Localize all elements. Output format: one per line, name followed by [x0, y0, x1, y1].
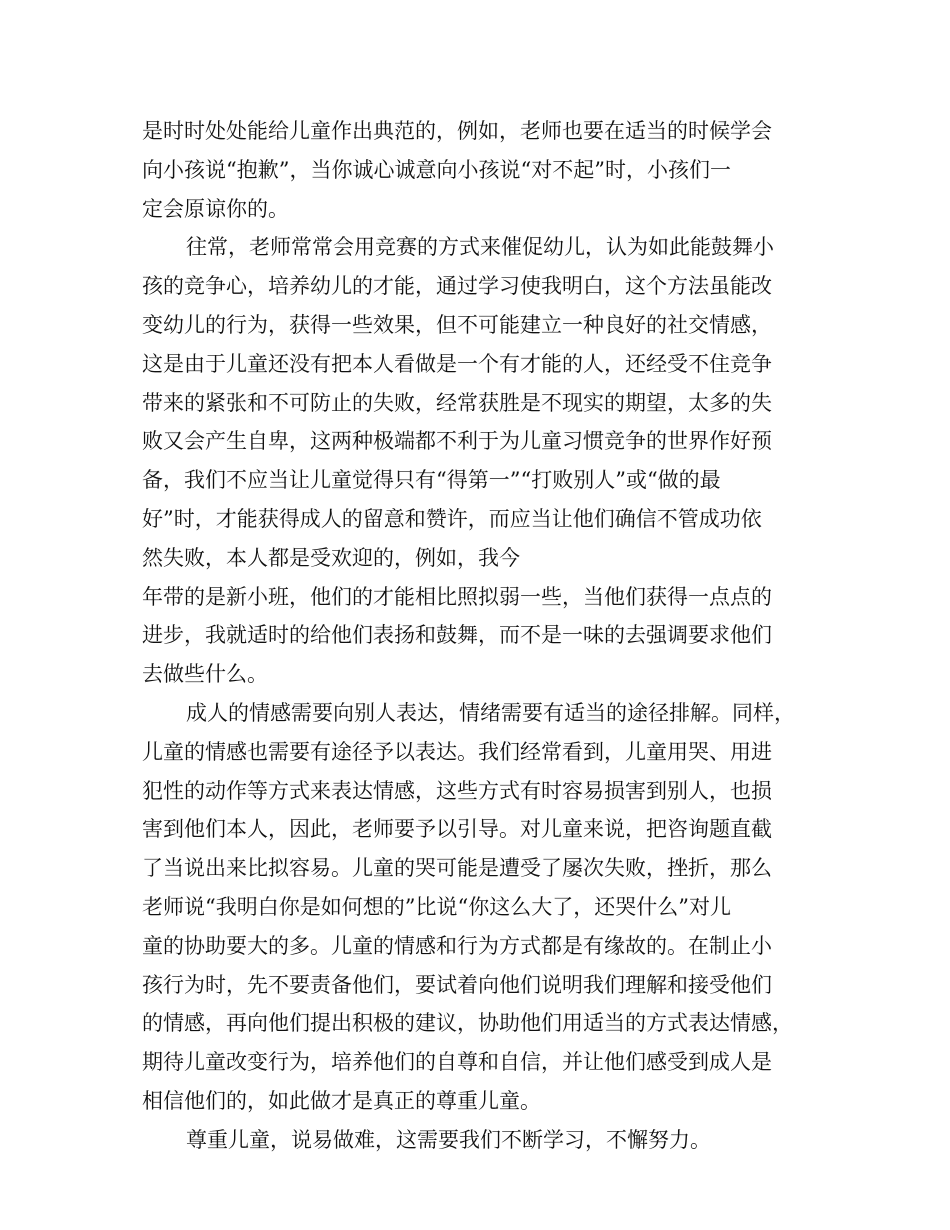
text-line: 定会原谅你的。: [142, 196, 289, 221]
text-line: 带来的紧张和不可防止的失败，经常获胜是不现实的期望，太多的失: [142, 390, 772, 415]
text-line: 去做些什么。: [142, 662, 268, 687]
text-line: 进步，我就适时的给他们表扬和鼓舞，而不是一味的去强调要求他们: [142, 623, 772, 648]
paragraph-first-line: 往常，老师常常会用竞赛的方式来催促幼儿，认为如此能鼓舞小: [186, 235, 774, 260]
text-line: 期待儿童改变行为，培养他们的自尊和自信，并让他们感受到成人是: [142, 1050, 772, 1075]
text-line: 害到他们本人，因此，老师要予以引导。对儿童来说，把咨询题直截: [142, 817, 772, 842]
text-line: 的情感，再向他们提出积极的建议，协助他们用适当的方式表达情感，: [142, 1011, 793, 1036]
text-line: 好”时，才能获得成人的留意和赞许，而应当让他们确信不管成功依: [142, 506, 762, 531]
paragraph-first-line: 尊重儿童，说易做难，这需要我们不断学习，不懈努力。: [186, 1127, 711, 1152]
text-line: 变幼儿的行为，获得一些效果，但不可能建立一种良好的社交情感，: [142, 312, 772, 337]
text-line: 年带的是新小班，他们的才能相比照拟弱一些，当他们获得一点点的: [142, 584, 772, 609]
paragraph-first-line: 成人的情感需要向别人表达，情绪需要有适当的途径排解。同样，: [186, 700, 795, 725]
text-line: 是时时处处能给儿童作出典范的，例如，老师也要在适当的时候学会: [142, 119, 772, 143]
text-line: 老师说“我明白你是如何想的”比说“你这么大了，还哭什么”对儿: [142, 894, 731, 919]
text-line: 犯性的动作等方式来表达情感，这些方式有时容易损害到别人，也损: [142, 778, 772, 803]
text-line: 备，我们不应当让儿童觉得只有“得第一”“打败别人”或“做的最: [142, 468, 721, 493]
text-line: 孩行为时，先不要责备他们，要试着向他们说明我们理解和接受他们: [142, 972, 772, 997]
text-line: 儿童的情感也需要有途径予以表达。我们经常看到，儿童用哭、用进: [142, 739, 772, 764]
text-line: 童的协助要大的多。儿童的情感和行为方式都是有缘故的。在制止小: [142, 933, 772, 958]
text-line: 这是由于儿童还没有把本人看做是一个有才能的人，还经受不住竞争: [142, 351, 772, 376]
body-text: [142, 112, 822, 1160]
text-line: 向小孩说“抱歉”，当你诚心诚意向小孩说“对不起”时，小孩们一: [142, 157, 731, 182]
text-line: 败又会产生自卑，这两种极端都不利于为儿童习惯竞争的世界作好预: [142, 429, 772, 454]
text-line: 孩的竞争心，培养幼儿的才能，通过学习使我明白，这个方法虽能改: [142, 274, 772, 299]
text-line: 相信他们的，如此做才是真正的尊重儿童。: [142, 1088, 541, 1113]
text-line: 了当说出来比拟容易。儿童的哭可能是遭受了屡次失败，挫折，那么: [142, 856, 772, 881]
text-line: 然失败，本人都是受欢迎的，例如，我今: [142, 545, 520, 570]
